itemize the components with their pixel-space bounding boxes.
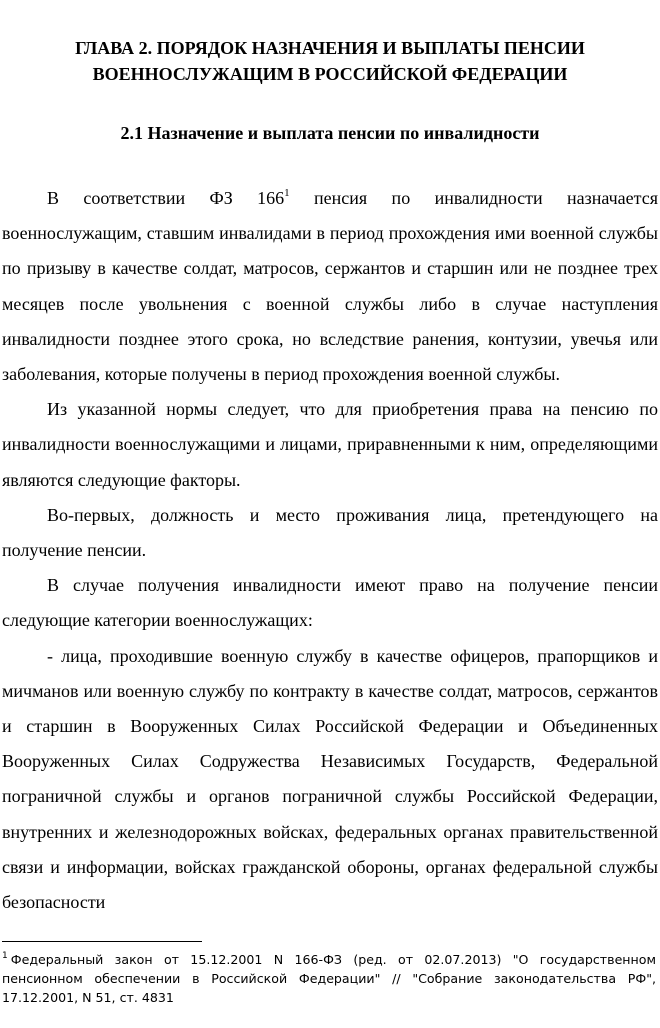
body-text bbox=[2, 181, 658, 920]
paragraph-4: В случае получения инвалидности имеют право на получение пенсии следующие категории военнослужащих: bbox=[2, 575, 658, 631]
footnote-text: Федеральный закон от 15.12.2001 N 166-ФЗ (ред. от 02.07.2013) "О государственном пенсионном обеспечении в Российской Федерации" // "Собрание законодательства РФ", 17.12.2001, N 51, ст. 4831 bbox=[2, 952, 656, 1005]
paragraph-3: Во-первых, должность и место проживания лица, претендующего на получение пенсии. bbox=[2, 504, 658, 561]
chapter-title bbox=[0, 35, 660, 87]
chapter-title-line-1: ГЛАВА 2. ПОРЯДОК НАЗНАЧЕНИЯ И ВЫПЛАТЫ ПЕНСИИ bbox=[75, 38, 585, 58]
section-title: 2.1 Назначение и выплата пенсии по инвалидности bbox=[120, 123, 540, 143]
paragraph-1-start: В соответствии ФЗ 166 bbox=[47, 188, 285, 208]
footnote-separator bbox=[2, 941, 202, 942]
chapter-title-line-2: ВОЕННОСЛУЖАЩИМ В РОССИЙСКОЙ ФЕДЕРАЦИИ bbox=[92, 64, 568, 84]
footnote-reference[interactable]: 1 bbox=[284, 187, 290, 199]
paragraph-1-rest: пенсия по инвалидности назначается военнослужащим, ставшим инвалидами в период прохождения ими военной службы по призыву в качестве солдат, матросов, сержантов и старшин или не позднее трех месяцев после увольнения с военной службы либо в случае наступления инвалидности позднее этого срока, но вследствие ранения, контузии, увечья или заболевания, которые получены в период прохождения военной службы. bbox=[2, 188, 659, 385]
footnote bbox=[2, 950, 656, 1007]
list-item-1: - лица, проходившие военную службу в качестве офицеров, прапорщиков и мичманов или военную службу по контракту в качестве солдат, матросов, сержантов и старшин в Вооруженных Силах Российской Федерации и Объединенных Вооруженных Силах Содружества Независимых Государств, Федеральной пограничной службы и органов пограничной службы Российской Федерации, внутренних и железнодорожных войсках, федеральных органах правительственной связи и информации, войсках гражданской обороны, органах федеральной службы безопасности bbox=[2, 645, 658, 913]
paragraph-2: Из указанной нормы следует, что для приобретения права на пенсию по инвалидности военнослужащими и лицами, приравненными к ним, определяющими являются следующие факторы. bbox=[2, 399, 658, 490]
footnote-mark: 1 bbox=[2, 951, 8, 961]
paragraph-1 bbox=[2, 181, 658, 392]
